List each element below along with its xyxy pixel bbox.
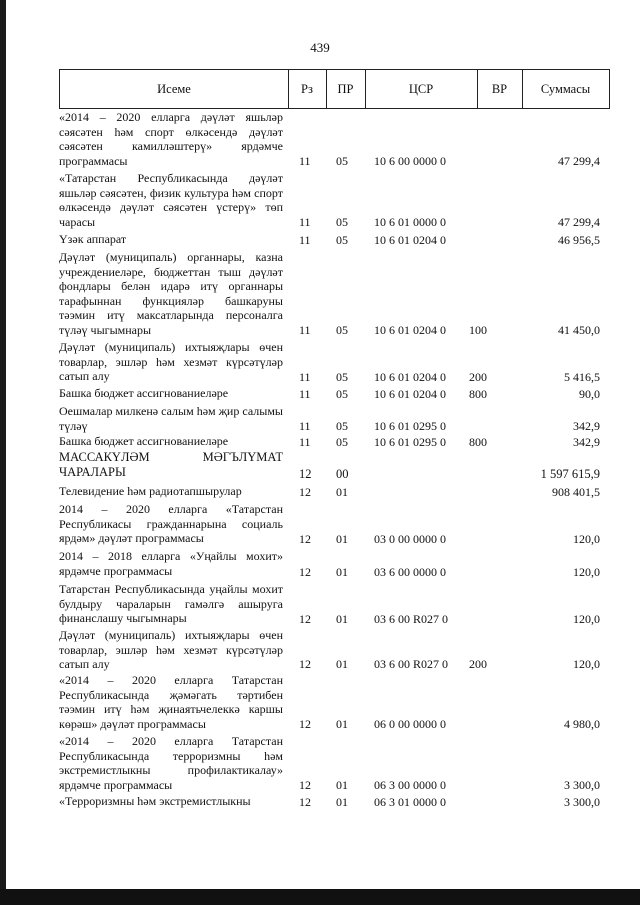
row-pr: 01 — [336, 564, 348, 579]
table-row — [59, 549, 608, 579]
row-rz: 11 — [299, 418, 311, 433]
row-pr: 05 — [336, 386, 348, 401]
row-pr: 01 — [336, 656, 348, 671]
row-name: Дәүләт (муниципаль) органнары, казна учреждениеләре, бюджеттан тыш дәүләт фондлары белән идарә итү органнары тарафыннан функцияләр башкаруны тәэмин итү максатларында персоналга түләү чыгымнары — [59, 250, 283, 337]
col-header-sum: Суммасы — [540, 81, 591, 96]
row-name: «2014 – 2020 елларга дәүләт яшьләр сәясәтен һәм спорт өлкәсендә дәүләт сәясәтен камилләштерү» ярдәмче программасы — [59, 110, 283, 168]
table-row — [59, 673, 608, 731]
row-sum: 41 450,0 — [558, 322, 600, 337]
row-vr: 200 — [469, 369, 487, 384]
row-rz: 12 — [299, 794, 311, 809]
scan-bottom-border — [0, 889, 640, 905]
row-vr: 800 — [469, 386, 487, 401]
row-rz: 12 — [299, 466, 312, 481]
row-csr: 06 3 01 0000 0 — [374, 794, 446, 809]
row-pr: 05 — [336, 153, 348, 168]
row-sum: 3 300,0 — [564, 777, 600, 792]
row-rz: 11 — [299, 214, 311, 229]
row-rz: 12 — [299, 531, 311, 546]
table-row — [59, 386, 608, 401]
row-csr: 10 6 01 0204 0 — [374, 322, 446, 337]
table-row — [59, 484, 608, 499]
row-vr: 200 — [469, 656, 487, 671]
row-csr: 10 6 00 0000 0 — [374, 153, 446, 168]
row-rz: 12 — [299, 564, 311, 579]
table-header — [59, 69, 610, 109]
table-row — [59, 734, 608, 792]
row-sum: 47 299,4 — [558, 214, 600, 229]
row-pr: 05 — [336, 418, 348, 433]
row-rz: 12 — [299, 611, 311, 626]
row-rz: 11 — [299, 322, 311, 337]
row-pr: 00 — [336, 466, 349, 481]
col-header-csr: ЦСР — [365, 70, 478, 108]
row-name: Үзәк аппарат — [59, 232, 127, 246]
row-csr: 10 6 01 0000 0 — [374, 214, 446, 229]
row-pr: 01 — [336, 484, 348, 499]
row-pr: 05 — [336, 214, 348, 229]
row-name: 2014 – 2018 елларга «Уңайлы мохит» ярдәмче программасы — [59, 549, 283, 578]
scan-left-border — [0, 0, 6, 905]
row-csr: 10 6 01 0295 0 — [374, 418, 446, 433]
table-row — [59, 582, 608, 626]
row-csr: 06 3 00 0000 0 — [374, 777, 446, 792]
page-number: 439 — [310, 40, 330, 55]
row-sum: 47 299,4 — [558, 153, 600, 168]
row-pr: 01 — [336, 794, 348, 809]
row-name: Дәүләт (муниципаль) ихтыяҗлары өчен товарлар, эшләр һәм хезмәт күрсәтүләр сатып алу — [59, 628, 283, 671]
row-vr: 800 — [469, 434, 487, 449]
row-name: «Терроризмны һәм экстремистлыкны — [59, 794, 251, 808]
row-pr: 05 — [336, 232, 348, 247]
row-csr: 03 0 00 0000 0 — [374, 531, 446, 546]
row-rz: 12 — [299, 484, 311, 499]
row-sum: 90,0 — [579, 386, 600, 401]
row-csr: 03 6 00 R027 0 — [374, 611, 449, 626]
row-vr: 100 — [469, 322, 487, 337]
row-name: «Татарстан Республикасында дәүләт яшьләр сәясәтен, физик культура һәм спорт өлкәсендә дәүләт сәясәтен үстерү» төп чарасы — [59, 171, 283, 229]
row-csr: 10 6 01 0204 0 — [374, 369, 446, 384]
table-row — [59, 340, 608, 384]
row-sum: 120,0 — [573, 656, 600, 671]
row-rz: 12 — [299, 656, 311, 671]
col-header-rz: Рз — [288, 70, 327, 108]
row-sum: 342,9 — [573, 434, 600, 449]
row-rz: 11 — [299, 153, 311, 168]
row-sum: 120,0 — [573, 531, 600, 546]
row-csr: 03 6 00 R027 0 — [374, 656, 449, 671]
row-sum: 120,0 — [573, 564, 600, 579]
row-csr: 10 6 01 0295 0 — [374, 434, 446, 449]
row-sum: 5 416,5 — [564, 369, 600, 384]
col-header-pr: ПР — [326, 70, 366, 108]
row-name: Оешмалар милкенә салым һәм җир салымы түләү — [59, 404, 283, 433]
row-name: «2014 – 2020 елларга Татарстан Республикасында терроризмны һәм экстремистлыкны профилактикалау» ярдәмче программасы — [59, 734, 283, 792]
row-name: МАССАКҮЛӘМ МӘГЪЛҮМАТ ЧАРАЛАРЫ — [59, 450, 283, 479]
row-pr: 01 — [336, 777, 348, 792]
row-name: 2014 – 2020 елларга «Татарстан Республикасы гражданнарына социаль ярдәм» дәүләт программасы — [59, 502, 283, 545]
row-name: Татарстан Республикасында уңайлы мохит булдыру чараларын гамәлгә ашыруга финанслашу чыгымнары — [59, 582, 283, 625]
row-name: «2014 – 2020 елларга Татарстан Республикасында җәмәгать тәртибен тәэмин итү һәм җинаятьчелеккә каршы көрәш» дәүләт программасы — [59, 673, 283, 731]
col-header-vr: ВР — [477, 70, 523, 108]
row-rz: 11 — [299, 232, 311, 247]
row-sum: 342,9 — [573, 418, 600, 433]
row-sum: 120,0 — [573, 611, 600, 626]
table-row — [59, 450, 608, 481]
row-sum: 3 300,0 — [564, 794, 600, 809]
table-row — [59, 434, 608, 449]
table-row — [59, 171, 608, 229]
row-name: Башка бюджет ассигнованиеләре — [59, 386, 229, 400]
col-header-name: Исеме — [60, 70, 289, 108]
row-csr: 10 6 01 0204 0 — [374, 232, 446, 247]
row-csr: 03 6 00 0000 0 — [374, 564, 446, 579]
row-rz: 12 — [299, 716, 311, 731]
row-pr: 01 — [336, 531, 348, 546]
row-name: Телевидение һәм радиотапшырулар — [59, 484, 242, 498]
row-pr: 01 — [336, 716, 348, 731]
row-rz: 12 — [299, 777, 311, 792]
row-sum: 4 980,0 — [564, 716, 600, 731]
table-row — [59, 404, 608, 433]
table-row — [59, 794, 608, 809]
row-rz: 11 — [299, 386, 311, 401]
table-row — [59, 232, 608, 247]
table-row — [59, 250, 608, 337]
row-sum: 46 956,5 — [558, 232, 600, 247]
row-name: Башка бюджет ассигнованиеләре — [59, 434, 229, 448]
row-pr: 05 — [336, 369, 348, 384]
row-csr: 10 6 01 0204 0 — [374, 386, 446, 401]
row-pr: 01 — [336, 611, 348, 626]
row-sum: 1 597 615,9 — [540, 466, 600, 481]
table-row — [59, 110, 608, 168]
row-csr: 06 0 00 0000 0 — [374, 716, 446, 731]
row-pr: 05 — [336, 434, 348, 449]
table-row — [59, 502, 608, 546]
row-pr: 05 — [336, 322, 348, 337]
row-name: Дәүләт (муниципаль) ихтыяҗлары өчен товарлар, эшләр һәм хезмәт күрсәтүләр сатып алу — [59, 340, 283, 383]
row-rz: 11 — [299, 434, 311, 449]
table-row — [59, 628, 608, 671]
row-rz: 11 — [299, 369, 311, 384]
row-sum: 908 401,5 — [552, 484, 600, 499]
